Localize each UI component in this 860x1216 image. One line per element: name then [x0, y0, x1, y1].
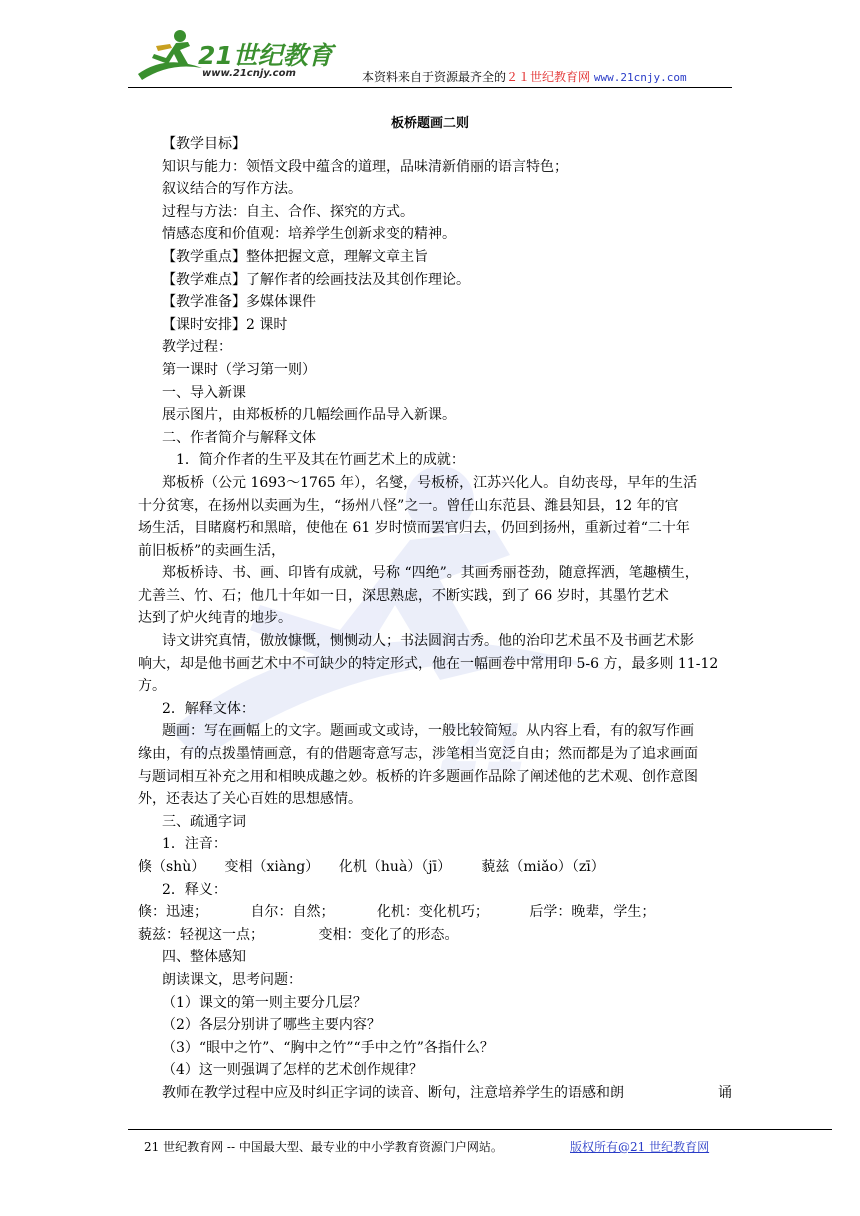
definition-item: 自尔：自然；	[250, 904, 335, 921]
header-note-brand: ２１世纪教育网	[506, 70, 591, 84]
teaching-difficulty: 【教学难点】了解作者的绘画技法及其创作理论。	[162, 271, 470, 288]
poetry-line: 方。	[138, 678, 166, 695]
section-author-heading: 二、作者简介与解释文体	[162, 429, 316, 446]
section-intro-heading: 一、导入新课	[162, 384, 246, 401]
first-lesson-heading: 第一课时（学习第一则）	[162, 361, 316, 378]
runner-logo-icon	[136, 24, 206, 84]
pinyin-item: 化机（huà）（jī）	[338, 859, 452, 875]
question-item: （3）“眼中之竹”、“胸中之竹”“手中之竹”各指什么？	[162, 1039, 494, 1056]
question-item: （4）这一则强调了怎样的艺术创作规律？	[162, 1062, 423, 1079]
header-note-prefix: 本资料来自于资源最齐全的	[362, 70, 507, 84]
pronunciation-row	[138, 856, 732, 879]
page-header	[128, 20, 732, 90]
author-subheading: 1．简介作者的生平及其在竹画艺术上的成就：	[176, 452, 465, 469]
class-hours: 【课时安排】2 课时	[162, 316, 288, 333]
author-bio-line: 郑板桥（公元 1693～1765 年），名燮，号板桥，江苏兴化人。自幼丧母，早年的生活	[162, 474, 698, 491]
teacher-note-text: 教师在教学过程中应及时纠正字词的读音、断句，注意培养学生的语感和朗	[162, 1084, 624, 1101]
genre-line: 与题词相互补充之用和相映成趣之妙。板桥的许多题画作品除了阐述他的艺术观、创作意图	[138, 768, 698, 785]
poetry-line: 诗文讲究真情，傲放慷慨，恻恻动人；书法圆润古秀。他的治印艺术虽不及书画艺术影	[162, 633, 694, 650]
section-perception-heading: 四、整体感知	[162, 949, 246, 966]
four-perfections-line: 尤善兰、竹、石；他几十年如一日，深思熟虑，不断实践，到了 66 岁时，其墨竹艺术	[138, 587, 669, 604]
four-perfections-line: 达到了炉火纯青的地步。	[138, 610, 292, 627]
poetry-line: 响大，却是他书画艺术中不可缺少的特定形式，他在一幅画卷中常用印 5-6 方，最多则 11-12	[138, 655, 719, 672]
genre-subheading: 2．解释文体：	[162, 700, 255, 717]
document-body	[138, 133, 732, 1105]
definition-item: 后学：晚辈，学生；	[529, 904, 656, 921]
author-bio-line: 前旧板桥”的卖画生活，	[138, 542, 286, 559]
objective-knowledge-cont: 叙议结合的写作方法。	[162, 181, 302, 198]
question-item: （1）课文的第一则主要分几层？	[162, 994, 367, 1011]
teacher-note-line	[162, 1082, 732, 1105]
definition-subheading: 2．释义：	[162, 881, 227, 898]
footer-site-description: 21 世纪教育网 -- 中国最大型、最专业的中小学教育资源门户网站。	[144, 1140, 503, 1154]
genre-line: 题画：写在画幅上的文字。题画或文或诗，一般比较简短。从内容上看，有的叙写作画	[162, 723, 694, 740]
footer-divider	[128, 1129, 832, 1130]
genre-paragraph	[138, 720, 732, 810]
definition-row	[138, 924, 732, 947]
definition-item: 倏：迅速；	[138, 904, 208, 921]
section-vocab-heading: 三、疏通字词	[162, 813, 246, 830]
teaching-focus: 【教学重点】整体把握文意，理解文章主旨	[162, 248, 428, 265]
pronunciation-subheading: 1．注音：	[162, 836, 227, 853]
objective-emotion: 情感态度和价值观：培养学生创新求变的精神。	[162, 226, 456, 243]
author-bio-line: 场生活，目睹腐朽和黑暗，使他在 61 岁时愤而罢官归去，仍回到扬州，重新过着“二十年	[138, 520, 690, 537]
svg-text:21: 21	[440, 712, 530, 786]
definition-item: 化机：变化机巧；	[376, 904, 489, 921]
teaching-preparation: 【教学准备】多媒体课件	[162, 294, 316, 311]
teaching-process-heading: 教学过程：	[162, 339, 232, 356]
poetry-calligraphy-paragraph	[138, 630, 732, 698]
header-source-note	[362, 68, 687, 85]
section-heading-objectives: 【教学目标】	[162, 136, 246, 152]
definition-item: 变相：变化了的形态。	[318, 926, 459, 943]
pinyin-item: 倏（shù）	[138, 859, 206, 875]
author-bio-paragraph	[138, 472, 732, 562]
four-perfections-paragraph	[138, 562, 732, 630]
header-divider	[128, 87, 732, 88]
logo-url: www.21cnjy.com	[202, 68, 296, 79]
logo-wordmark: 21世纪教育	[198, 41, 333, 70]
objective-knowledge: 知识与能力：领悟文段中蕴含的道理，品味清新俏丽的语言特色；	[162, 158, 568, 175]
header-note-url[interactable]: www.21cnjy.com	[593, 71, 687, 84]
section-intro-text: 展示图片，由郑板桥的几幅绘画作品导入新课。	[162, 407, 456, 424]
question-item: （2）各层分别讲了哪些主要内容？	[162, 1017, 381, 1034]
reading-instruction: 朗读课文，思考问题：	[162, 971, 302, 988]
pinyin-item: 藐兹（miǎo）（zī）	[481, 859, 605, 875]
genre-line: 外，还表达了关心百姓的思想感情。	[138, 791, 362, 808]
teacher-note-end: 诵	[718, 1084, 732, 1101]
footer-copyright-link[interactable]: 版权所有@21 世纪教育网	[570, 1140, 710, 1154]
objective-process: 过程与方法：自主、合作、探究的方式。	[162, 203, 414, 220]
author-bio-line: 十分贫寒，在扬州以卖画为生，“扬州八怪”之一。曾任山东范县、潍县知县，12 年的官	[138, 497, 679, 514]
four-perfections-line: 郑板桥诗、书、画、印皆有成就，号称 “四绝”。其画秀丽苍劲，随意挥洒，笔趣横生，	[162, 565, 699, 582]
site-logo[interactable]	[136, 24, 346, 84]
pinyin-item: 变相（xiàng）	[224, 859, 320, 875]
definition-row	[138, 901, 732, 924]
definition-item: 藐兹：轻视这一点；	[138, 926, 264, 943]
genre-line: 缘由，有的点拨墨情画意，有的借题寄意写志，涉笔相当宽泛自由；然而都是为了追求画面	[138, 746, 698, 763]
document-title: 板桥题画二则	[390, 116, 469, 131]
